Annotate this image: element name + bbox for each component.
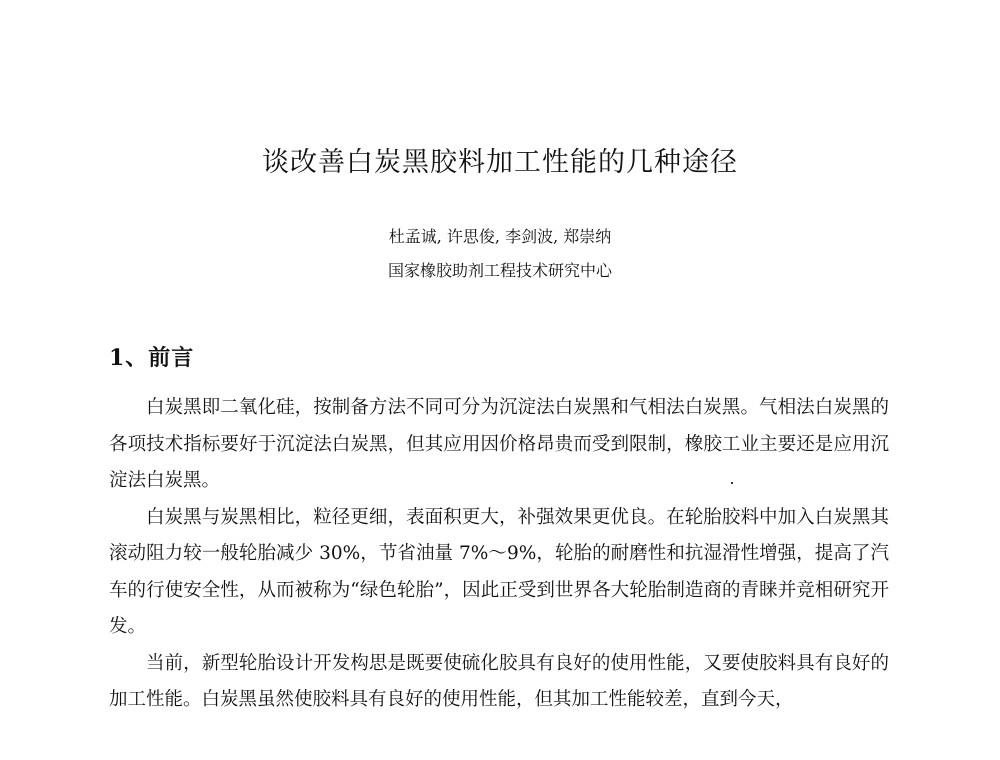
paragraph: 白炭黑即二氧化硅，按制备方法不同可分为沉淀法白炭黑和气相法白炭黑。气相法白炭黑的各项技术指标要好于沉淀法白炭黑，但其应用因价格昂贵而受到限制，橡胶工业主要还是应用沉淀法白炭黑。 [109,397,889,491]
author-list: 杜孟诚, 许思俊, 李剑波, 郑崇纳 [388,227,612,246]
paragraph: 当前，新型轮胎设计开发构思是既要使硫化胶具有良好的使用性能，又要使胶料具有良好的加工性能。白炭黑虽然使胶料具有良好的使用性能，但其加工性能较差，直到今天， [109,652,889,710]
section-body [109,390,889,719]
scan-speck [731,482,733,484]
paragraph: 白炭黑与炭黑相比，粒径更细，表面积更大，补强效果更优良。在轮胎胶料中加入白炭黑其滚动阻力较一般轮胎减少 30%，节省油量 7%～9%，轮胎的耐磨性和抗湿滑性增强，提高了汽车的行使安全性，从而被称为“绿色轮胎”，因此正受到世界各大轮胎制造商的青睐并竞相研究开发。 [109,506,889,637]
section-heading: 1、前言 [109,345,195,371]
paper-title: 谈改善白炭黑胶料加工性能的几种途径 [262,147,738,178]
author-affiliation: 国家橡胶助剂工程技术研究中心 [387,261,612,280]
